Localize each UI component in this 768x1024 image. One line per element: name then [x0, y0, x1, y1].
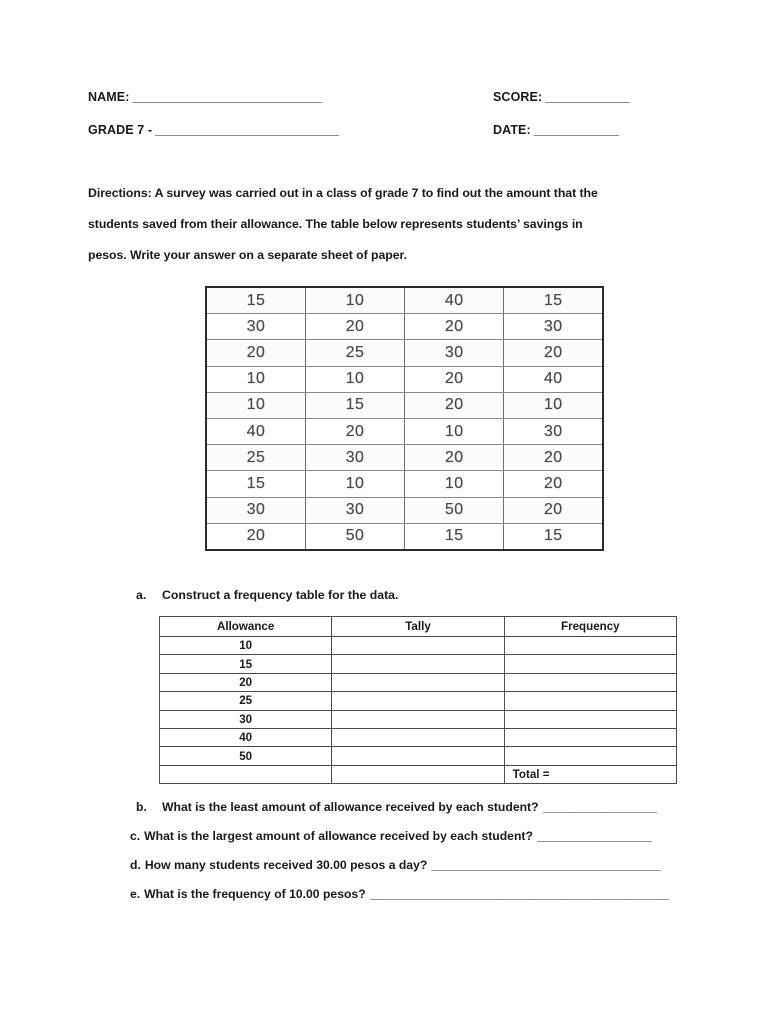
tally-input-cell[interactable] — [332, 692, 504, 710]
date-label: DATE: — [493, 123, 531, 137]
savings-cell: 20 — [206, 523, 305, 550]
name-answer-blank[interactable]: _____________________________ — [132, 90, 323, 104]
savings-cell: 20 — [405, 366, 504, 392]
table-row — [206, 287, 603, 314]
savings-cell: 10 — [405, 418, 504, 444]
allowance-value-cell: 25 — [160, 692, 332, 710]
allowance-value-cell: 10 — [160, 637, 332, 655]
question-text: How many students received 30.00 pesos a day? — [144, 858, 428, 872]
savings-cell: 20 — [206, 340, 305, 366]
savings-table — [205, 286, 604, 551]
table-row — [206, 445, 603, 471]
grade-label: GRADE 7 - — [88, 123, 153, 137]
question-item — [130, 829, 690, 858]
date-answer-blank[interactable]: _____________ — [533, 123, 619, 137]
directions-label: Directions: — [88, 186, 152, 200]
header-fields — [88, 90, 688, 156]
savings-cell: 15 — [206, 471, 305, 497]
question-answer-blank[interactable]: __________________ — [542, 800, 658, 814]
savings-cell: 10 — [305, 287, 404, 314]
savings-cell: 40 — [206, 418, 305, 444]
header-tally: Tally — [332, 617, 504, 637]
savings-table-body — [206, 287, 603, 550]
table-row — [206, 497, 603, 523]
tally-input-cell[interactable] — [332, 655, 504, 673]
savings-cell: 20 — [305, 314, 404, 340]
savings-cell: 15 — [504, 287, 603, 314]
name-label: NAME: — [88, 90, 130, 104]
savings-cell: 10 — [504, 392, 603, 418]
savings-cell: 50 — [405, 497, 504, 523]
header-row-name — [88, 90, 688, 123]
question-answer-blank[interactable]: _______________________________________________ — [369, 887, 670, 901]
question-item — [130, 887, 690, 916]
savings-cell: 20 — [405, 445, 504, 471]
savings-data-table — [205, 286, 604, 551]
savings-cell: 15 — [206, 287, 305, 314]
item-a-prompt — [136, 588, 398, 602]
table-row — [206, 418, 603, 444]
item-a-marker: a. — [136, 588, 147, 602]
savings-cell: 10 — [206, 366, 305, 392]
frequency-row — [160, 747, 677, 765]
frequency-table-head — [160, 617, 677, 637]
savings-cell: 50 — [305, 523, 404, 550]
score-answer-blank[interactable]: _____________ — [545, 90, 631, 104]
total-row-blank-tally — [332, 765, 504, 783]
question-marker: d. — [130, 858, 141, 872]
tally-input-cell[interactable] — [332, 637, 504, 655]
tally-input-cell[interactable] — [332, 710, 504, 728]
savings-cell: 40 — [504, 366, 603, 392]
savings-cell: 10 — [305, 366, 404, 392]
table-row — [206, 392, 603, 418]
frequency-row — [160, 673, 677, 691]
frequency-row — [160, 637, 677, 655]
frequency-input-cell[interactable] — [504, 637, 676, 655]
savings-cell: 20 — [504, 471, 603, 497]
frequency-input-cell[interactable] — [504, 673, 676, 691]
savings-cell: 10 — [405, 471, 504, 497]
allowance-value-cell: 15 — [160, 655, 332, 673]
tally-input-cell[interactable] — [332, 747, 504, 765]
directions-body: A survey was carried out in a class of grade 7 to find out the amount that the students saved from their allowance. The table below represents students’ savings in pesos. Write your answer on a separate sheet of paper. — [88, 186, 598, 262]
savings-cell: 20 — [504, 445, 603, 471]
savings-cell: 30 — [206, 497, 305, 523]
frequency-table — [159, 616, 677, 784]
allowance-value-cell: 30 — [160, 710, 332, 728]
name-field-group — [88, 90, 493, 104]
header-frequency: Frequency — [504, 617, 676, 637]
frequency-header-row — [160, 617, 677, 637]
savings-cell: 40 — [405, 287, 504, 314]
grade-field-group — [88, 123, 493, 137]
savings-cell: 30 — [206, 314, 305, 340]
tally-input-cell[interactable] — [332, 728, 504, 746]
grade-answer-blank[interactable]: ____________________________ — [155, 123, 339, 137]
savings-cell: 30 — [405, 340, 504, 366]
savings-cell: 30 — [305, 497, 404, 523]
frequency-row — [160, 710, 677, 728]
savings-cell: 10 — [206, 392, 305, 418]
savings-cell: 15 — [504, 523, 603, 550]
savings-cell: 10 — [305, 471, 404, 497]
frequency-input-cell[interactable] — [504, 655, 676, 673]
table-row — [206, 471, 603, 497]
table-row — [206, 314, 603, 340]
savings-cell: 30 — [504, 418, 603, 444]
frequency-input-cell[interactable] — [504, 710, 676, 728]
question-item — [130, 800, 690, 829]
questions-list — [130, 800, 690, 916]
savings-cell: 20 — [504, 497, 603, 523]
score-field-group — [493, 90, 630, 104]
allowance-value-cell: 50 — [160, 747, 332, 765]
savings-cell: 15 — [405, 523, 504, 550]
frequency-input-cell[interactable] — [504, 728, 676, 746]
allowance-value-cell: 40 — [160, 728, 332, 746]
question-marker: c. — [130, 829, 141, 843]
frequency-input-cell[interactable] — [504, 747, 676, 765]
question-answer-blank[interactable]: ____________________________________ — [431, 858, 661, 872]
header-allowance: Allowance — [160, 617, 332, 637]
question-text: What is the least amount of allowance received by each student? — [162, 800, 539, 814]
frequency-table-container — [159, 616, 677, 784]
score-label: SCORE: — [493, 90, 543, 104]
item-a-text: Construct a frequency table for the data. — [162, 588, 399, 602]
header-row-grade — [88, 123, 688, 156]
savings-cell: 30 — [305, 445, 404, 471]
savings-cell: 25 — [305, 340, 404, 366]
question-marker: b. — [136, 800, 147, 814]
allowance-value-cell: 20 — [160, 673, 332, 691]
question-text: What is the frequency of 10.00 pesos? — [144, 887, 366, 901]
savings-cell: 20 — [405, 392, 504, 418]
tally-input-cell[interactable] — [332, 673, 504, 691]
directions-paragraph — [88, 178, 608, 271]
frequency-input-cell[interactable] — [504, 692, 676, 710]
question-text: What is the largest amount of allowance received by each student? — [144, 829, 533, 843]
frequency-table-body — [160, 637, 677, 784]
savings-cell: 15 — [305, 392, 404, 418]
question-marker: e. — [130, 887, 141, 901]
total-row-blank-allowance — [160, 765, 332, 783]
savings-cell: 30 — [504, 314, 603, 340]
frequency-total-row — [160, 765, 677, 783]
savings-cell: 20 — [504, 340, 603, 366]
savings-cell: 25 — [206, 445, 305, 471]
question-answer-blank[interactable]: __________________ — [536, 829, 652, 843]
frequency-row — [160, 655, 677, 673]
frequency-row — [160, 692, 677, 710]
table-row — [206, 340, 603, 366]
date-field-group — [493, 123, 619, 137]
savings-cell: 20 — [405, 314, 504, 340]
table-row — [206, 366, 603, 392]
frequency-row — [160, 728, 677, 746]
question-item — [130, 858, 690, 887]
total-label-cell[interactable]: Total = — [504, 765, 676, 783]
savings-cell: 20 — [305, 418, 404, 444]
table-row — [206, 523, 603, 550]
